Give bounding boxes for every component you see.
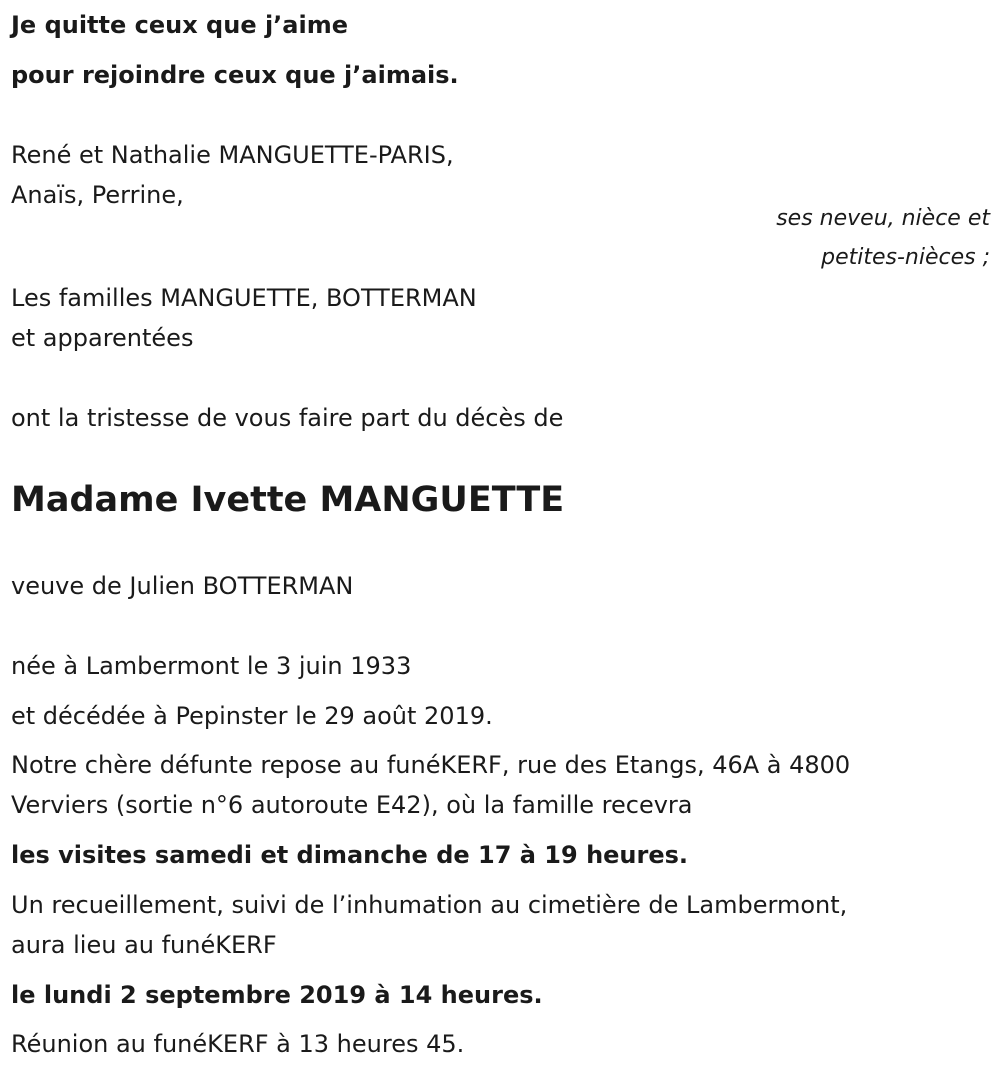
- visits-info: les visites samedi et dimanche de 17 à 19 heures.: [11, 841, 689, 869]
- ceremony-line-1: Un recueillement, suivi de l’inhumation au cimetière de Lambermont,: [11, 891, 848, 919]
- family-line-4: et apparentées: [11, 324, 194, 352]
- family-line-3: Les familles MANGUETTE, BOTTERMAN: [11, 284, 477, 312]
- deceased-name: Madame Ivette MANGUETTE: [11, 480, 565, 520]
- ceremony-line-2: aura lieu au funéKERF: [11, 931, 277, 959]
- widow-of: veuve de Julien BOTTERMAN: [11, 572, 354, 600]
- rest-info-line-2: Verviers (sortie n°6 autoroute E42), où la famille recevra: [11, 791, 693, 819]
- announcement: ont la tristesse de vous faire part du décès de: [11, 404, 564, 432]
- family-line-2: Anaïs, Perrine,: [11, 181, 184, 209]
- rest-info-line-1: Notre chère défunte repose au funéKERF, rue des Etangs, 46A à 4800: [11, 751, 851, 779]
- birth-info: née à Lambermont le 3 juin 1933: [11, 652, 412, 680]
- relation-line-2: petites-nièces ;: [821, 245, 990, 270]
- meeting-info: Réunion au funéKERF à 13 heures 45.: [11, 1030, 465, 1058]
- relation-line-1: ses neveu, nièce et: [776, 206, 990, 231]
- death-info: et décédée à Pepinster le 29 août 2019.: [11, 702, 493, 730]
- family-line-1: René et Nathalie MANGUETTE-PARIS,: [11, 141, 454, 169]
- quote-line-2: pour rejoindre ceux que j’aimais.: [11, 61, 459, 89]
- quote-line-1: Je quitte ceux que j’aime: [11, 11, 349, 39]
- ceremony-date: le lundi 2 septembre 2019 à 14 heures.: [11, 981, 543, 1009]
